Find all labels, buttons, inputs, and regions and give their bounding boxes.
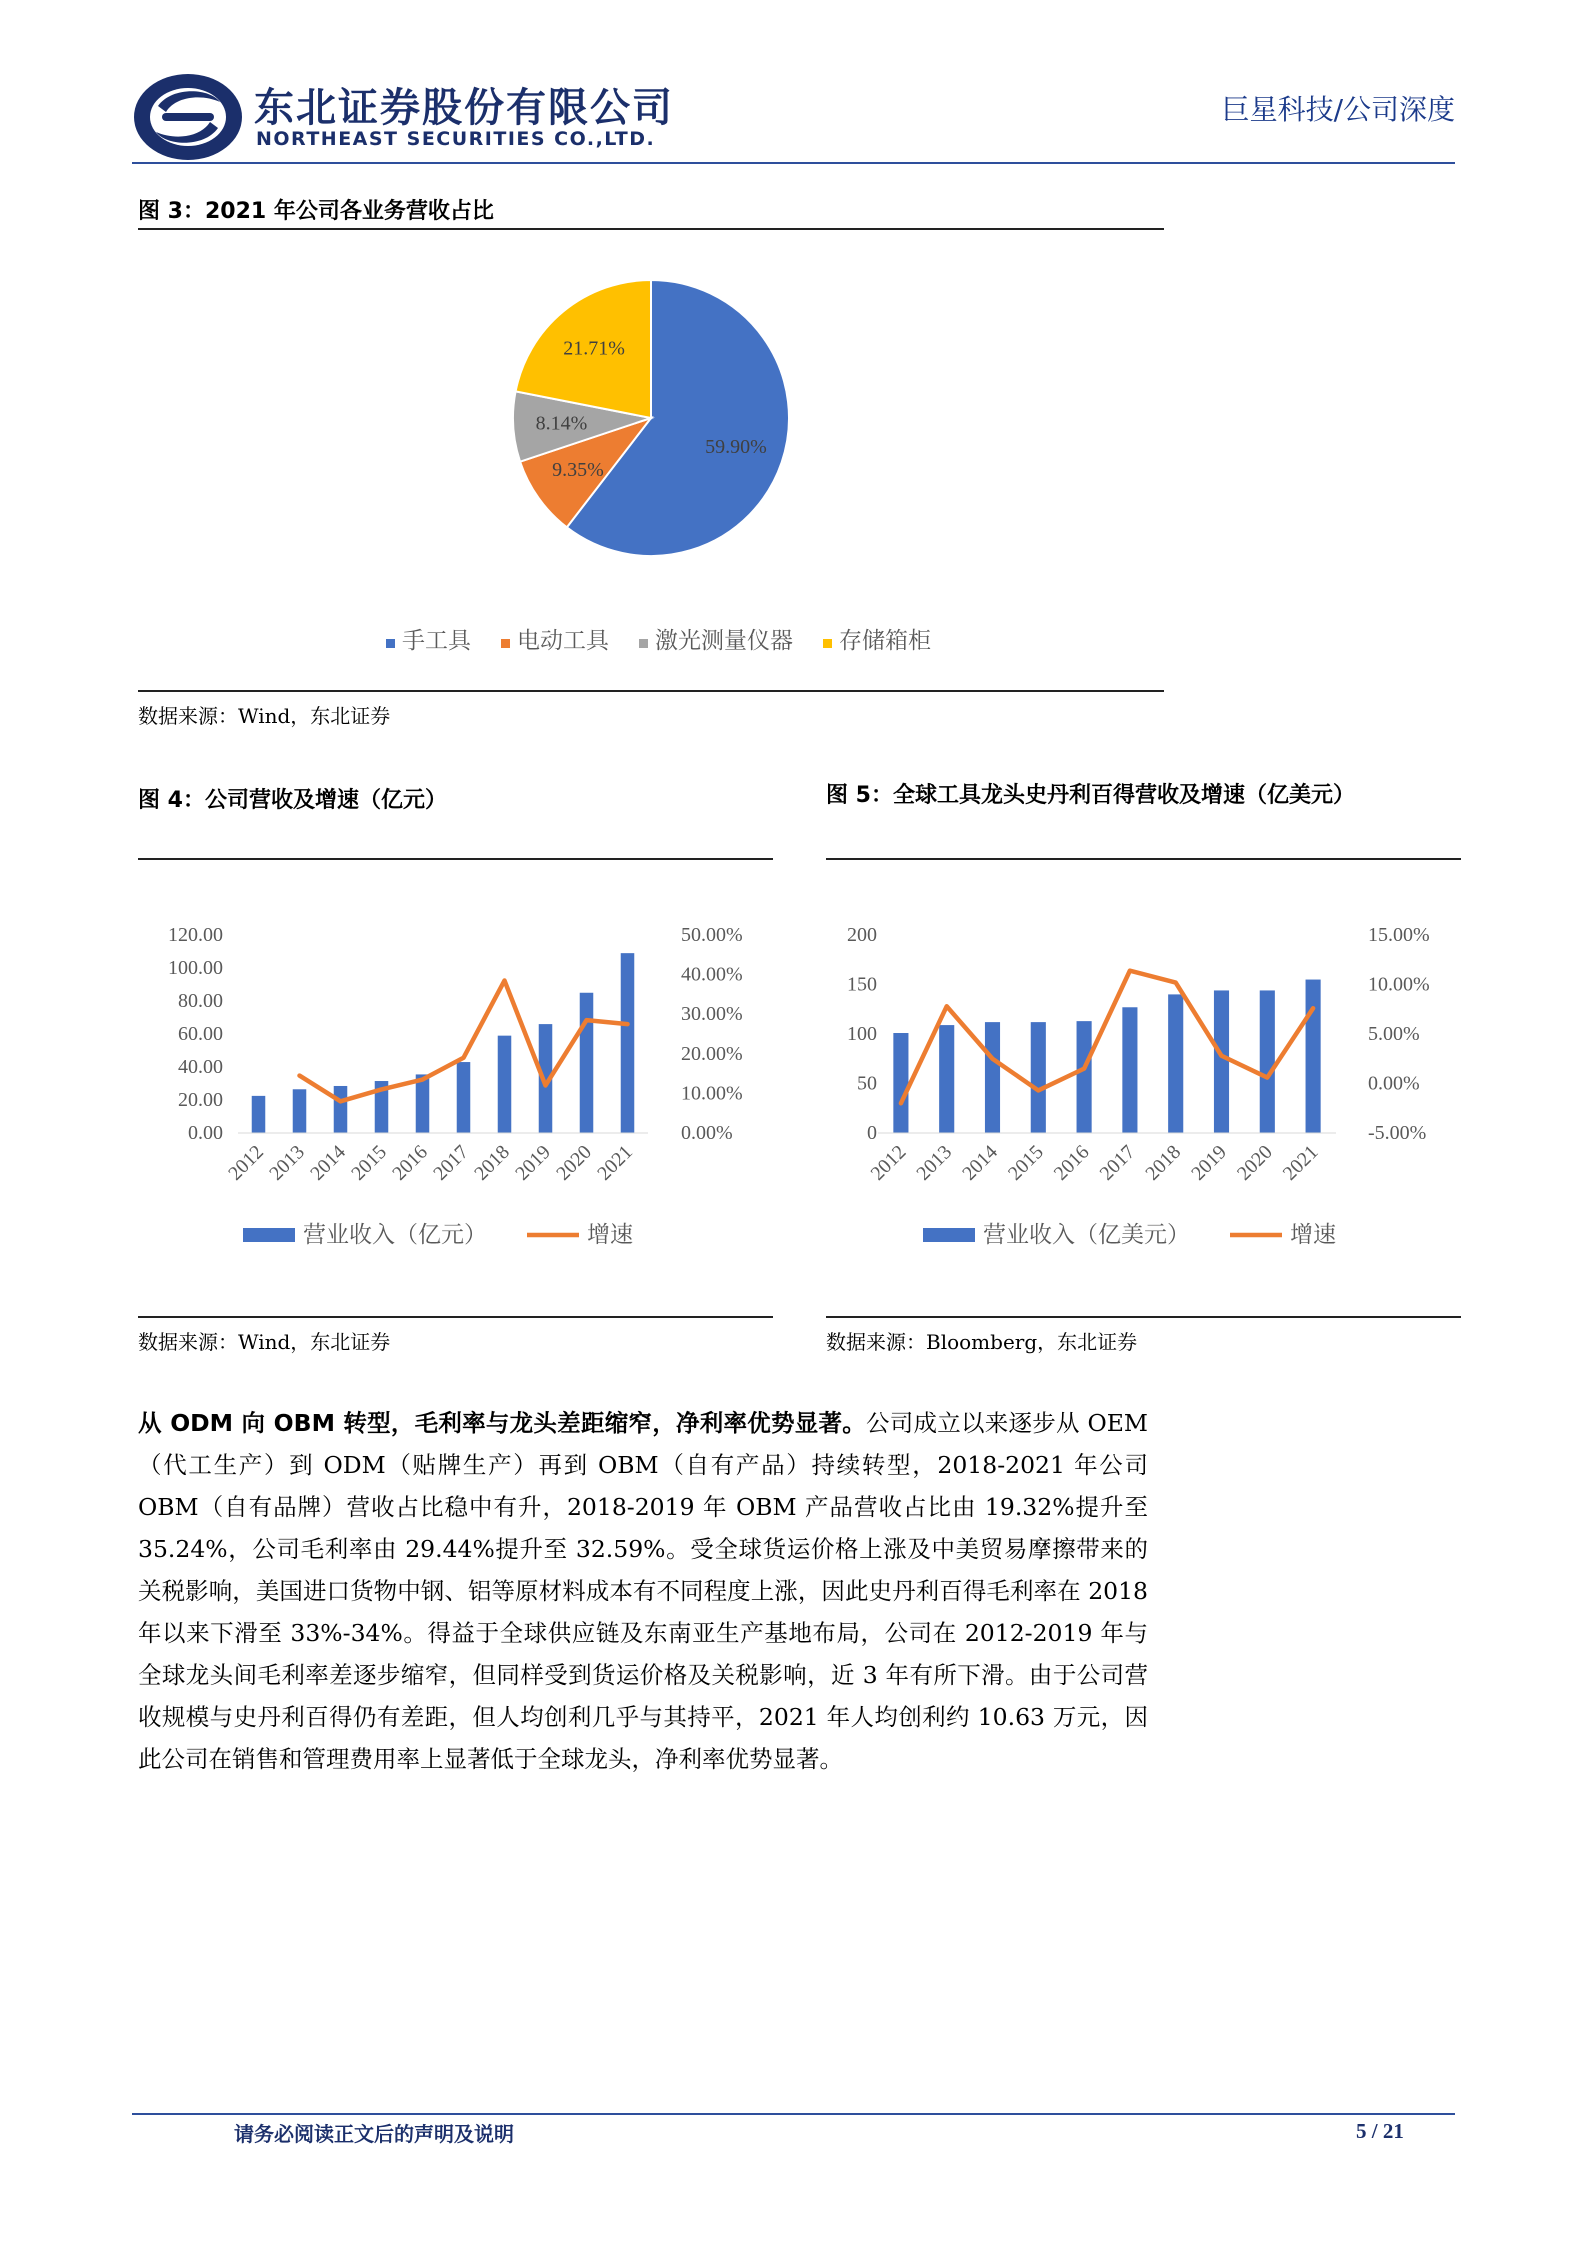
right-axis-tick-label: 30.00% (681, 1003, 743, 1026)
figure3-bottom-rule (138, 690, 1164, 692)
figure3-top-rule (138, 228, 1164, 230)
left-axis-tick-label: 40.00 (178, 1056, 223, 1078)
figure3-pie-chart (138, 240, 1164, 680)
bar-2013 (939, 1025, 954, 1133)
bar-2021 (621, 953, 635, 1133)
bar-2018 (498, 1036, 512, 1133)
figure5-title: 图 5：全球工具龙头史丹利百得营收及增速（亿美元） (826, 783, 1355, 808)
x-axis-tick-label: 2019 (1187, 1140, 1232, 1185)
pie-legend-label-0: 手工具 (402, 628, 471, 654)
legend-label-line: 增速 (1290, 1222, 1336, 1248)
left-axis-tick-label: 0.00 (188, 1122, 223, 1144)
bar-2015 (1031, 1022, 1046, 1133)
body-paragraph (138, 1402, 1148, 1780)
bar-2012 (893, 1033, 908, 1133)
header (0, 0, 1587, 170)
legend-label-bar: 营业收入（亿元） (303, 1222, 487, 1248)
x-axis-tick-label: 2021 (593, 1140, 638, 1185)
x-axis-tick-label: 2015 (347, 1140, 392, 1185)
bar-2017 (457, 1062, 471, 1133)
right-axis-tick-label: 5.00% (1368, 1023, 1420, 1045)
x-axis-tick-label: 2013 (265, 1140, 310, 1185)
pie-legend-swatch-2 (639, 639, 648, 648)
right-axis-tick-label: 20.00% (681, 1042, 743, 1065)
x-axis-tick-label: 2013 (912, 1140, 957, 1185)
figure5-bottom-rule (826, 1316, 1461, 1318)
pie-data-label-3: 21.71% (563, 337, 625, 360)
company-name-cn: 东北证券股份有限公司 (254, 85, 674, 131)
bar-2018 (1168, 994, 1183, 1133)
bar-2013 (293, 1089, 307, 1133)
figure4-combo-chart (138, 880, 773, 1280)
bar-2020 (1260, 990, 1275, 1133)
figure5-combo-chart (826, 880, 1461, 1280)
pie-legend-label-1: 电动工具 (517, 628, 609, 654)
pie-data-label-1: 9.35% (552, 458, 604, 481)
right-axis-tick-label: 0.00% (681, 1122, 733, 1144)
pie-legend-swatch-1 (501, 639, 510, 648)
company-name-en: NORTHEAST SECURITIES CO.,LTD. (256, 128, 656, 150)
legend-swatch-bar (243, 1228, 295, 1242)
bar-2017 (1122, 1007, 1137, 1133)
bar-2021 (1306, 980, 1321, 1133)
company-logo-icon (132, 72, 244, 162)
pie-data-label-0: 59.90% (705, 435, 767, 458)
left-axis-tick-label: 200 (847, 924, 877, 946)
left-axis-tick-label: 60.00 (178, 1023, 223, 1045)
growth-line (901, 971, 1313, 1104)
x-axis-tick-label: 2012 (224, 1140, 269, 1185)
left-axis-tick-label: 120.00 (168, 924, 223, 946)
figure5-source: 数据来源：Bloomberg，东北证券 (826, 1330, 1138, 1354)
pie-legend-swatch-0 (386, 639, 395, 648)
left-axis-tick-label: 80.00 (178, 990, 223, 1012)
legend-label-line: 增速 (587, 1222, 633, 1248)
legend-label-bar: 营业收入（亿美元） (983, 1222, 1190, 1248)
bar-2016 (416, 1074, 430, 1133)
left-axis-tick-label: 100 (847, 1023, 877, 1045)
legend-swatch-bar (923, 1228, 975, 1242)
x-axis-tick-label: 2017 (1095, 1140, 1140, 1185)
bar-2012 (252, 1096, 266, 1133)
left-axis-tick-label: 50 (857, 1072, 877, 1095)
x-axis-tick-label: 2019 (511, 1140, 556, 1185)
figure3-source: 数据来源：Wind，东北证券 (138, 704, 391, 728)
right-axis-tick-label: 15.00% (1368, 924, 1430, 946)
body-text: 公司成立以来逐步从 OEM（代工生产）到 ODM（贴牌生产）再到 OBM（自有产品）持续转型，2018-2021 年公司 OBM（自有品牌）营收占比稳中有升，2018-2019 年 OBM 产品营收占比由 19.32%提升至 35.24%，公司毛利率由 29.44%提升至 32.59%。受全球货运价格上涨及中美贸易摩擦带来的关税影响，美国进口货物中钢、铝等原材料成本有不同程度上涨，因此史丹利百得毛利率在 2018 年以来下滑至 33%-34%。得益于全球供应链及东南亚生产基地布局，公司在 2012-2019 年与全球龙头间毛利率差逐步缩窄，但同样受到货运价格及关税影响，近 3 年有所下滑。由于公司营收规模与史丹利百得仍有差距，但人均创利几乎与其持平，2021 年人均创利约 10.63 万元，因此公司在销售和管理费用率上显著低于全球龙头，净利率优势显著。 (138, 1409, 1148, 1773)
header-divider (132, 162, 1455, 164)
left-axis-tick-label: 0 (867, 1122, 877, 1144)
pie-legend-label-3: 存储箱柜 (839, 628, 931, 654)
bar-2016 (1077, 1021, 1092, 1133)
right-axis-tick-label: 50.00% (681, 924, 743, 946)
x-axis-tick-label: 2018 (1141, 1140, 1186, 1185)
bar-2014 (334, 1086, 348, 1133)
figure4-title: 图 4：公司营收及增速（亿元） (138, 788, 447, 813)
report-tag: 巨星科技/公司深度 (1221, 93, 1455, 126)
bar-2019 (1214, 990, 1229, 1133)
x-axis-tick-label: 2021 (1278, 1140, 1323, 1185)
figure4-bottom-rule (138, 1316, 773, 1318)
right-axis-tick-label: 10.00% (1368, 973, 1430, 996)
x-axis-tick-label: 2020 (552, 1140, 597, 1185)
pie-legend-label-2: 激光测量仪器 (655, 628, 793, 654)
figure3-title: 图 3：2021 年公司各业务营收占比 (138, 199, 494, 224)
x-axis-tick-label: 2012 (866, 1140, 911, 1185)
x-axis-tick-label: 2017 (429, 1140, 474, 1185)
x-axis-tick-label: 2018 (470, 1140, 515, 1185)
body-lead: 从 ODM 向 OBM 转型，毛利率与龙头差距缩窄，净利率优势显著。 (138, 1409, 866, 1437)
x-axis-tick-label: 2014 (958, 1140, 1003, 1185)
left-axis-tick-label: 20.00 (178, 1089, 223, 1111)
footer-divider (132, 2113, 1455, 2115)
x-axis-tick-label: 2016 (1049, 1140, 1094, 1185)
pie-data-label-2: 8.14% (535, 412, 588, 435)
x-axis-tick-label: 2015 (1003, 1140, 1048, 1185)
page-number: 5 / 21 (1356, 2119, 1404, 2143)
bar-2014 (985, 1022, 1000, 1133)
right-axis-tick-label: 40.00% (681, 963, 743, 986)
pie-legend-swatch-3 (823, 639, 832, 648)
x-axis-tick-label: 2014 (306, 1140, 351, 1185)
x-axis-tick-label: 2016 (388, 1140, 433, 1185)
right-axis-tick-label: 10.00% (681, 1082, 743, 1105)
x-axis-tick-label: 2020 (1232, 1140, 1277, 1185)
bar-2020 (580, 993, 594, 1133)
right-axis-tick-label: -5.00% (1368, 1122, 1427, 1144)
footer-disclaimer: 请务必阅读正文后的声明及说明 (234, 2122, 514, 2146)
left-axis-tick-label: 100.00 (168, 957, 223, 979)
right-axis-tick-label: 0.00% (1368, 1072, 1420, 1095)
figure4-top-rule (138, 858, 773, 860)
figure5-top-rule (826, 858, 1461, 860)
figure4-source: 数据来源：Wind，东北证券 (138, 1330, 391, 1354)
left-axis-tick-label: 150 (847, 973, 877, 996)
